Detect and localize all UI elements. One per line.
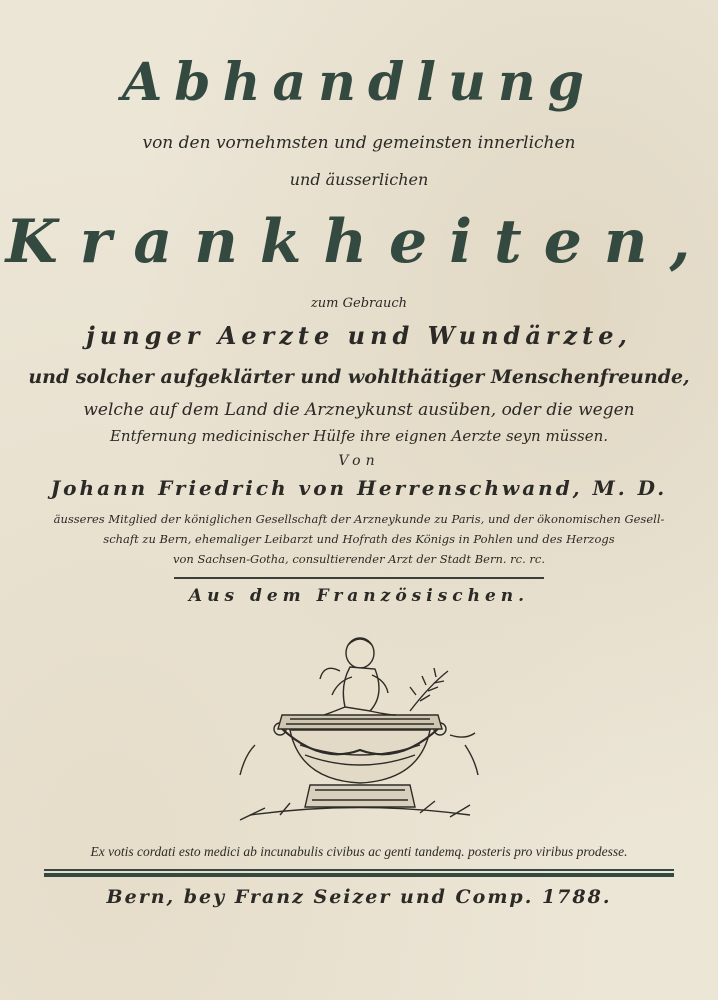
imprint: Bern, bey Franz Seizer und Comp. 1788. (106, 886, 612, 908)
by-line: Von (338, 453, 380, 469)
title-keyword: Krankheiten, (5, 207, 713, 277)
purpose-line-2: junger Aerzte und Wundärzte, (86, 321, 632, 350)
purpose-line-1: zum Gebrauch (310, 296, 408, 311)
author-titles-1: äusseres Mitglied der königlichen Gesellschaft der Arzneykunde zu Paris, und der ökonomischen Gesell- (53, 512, 665, 526)
double-rule-top (44, 869, 674, 871)
double-rule-bottom (44, 873, 674, 877)
subtitle-line-2: und äusserlichen (289, 170, 429, 189)
translation-note: Aus dem Französischen. (188, 586, 530, 606)
subtitle-line-1: von den vornehmsten und gemeinsten innerlichen (142, 133, 576, 153)
title-main: Abhandlung (121, 52, 597, 113)
latin-motto: Ex votis cordati esto medici ab incunabulis civibus ac genti tandemq. posteris pro viribus prodesse. (90, 844, 628, 859)
purpose-line-3: und solcher aufgeklärter und wohlthätiger Menschenfreunde, (28, 366, 690, 388)
author-name: Johann Friedrich von Herrenschwand, M. D. (50, 476, 668, 500)
author-titles-2: schaft zu Bern, ehemaliger Leibarzt und Hofrath des Königs in Pohlen und des Herzogs (103, 532, 615, 546)
divider-rule (174, 577, 544, 579)
cherub-vignette-illustration (220, 615, 500, 835)
author-titles-3: von Sachsen-Gotha, consultierender Arzt der Stadt Bern. rc. rc. (172, 552, 546, 566)
purpose-line-4: welche auf dem Land die Arzneykunst ausüben, oder die wegen (83, 400, 635, 420)
purpose-line-5: Entfernung medicinischer Hülfe ihre eignen Aerzte seyn müssen. (109, 427, 609, 445)
